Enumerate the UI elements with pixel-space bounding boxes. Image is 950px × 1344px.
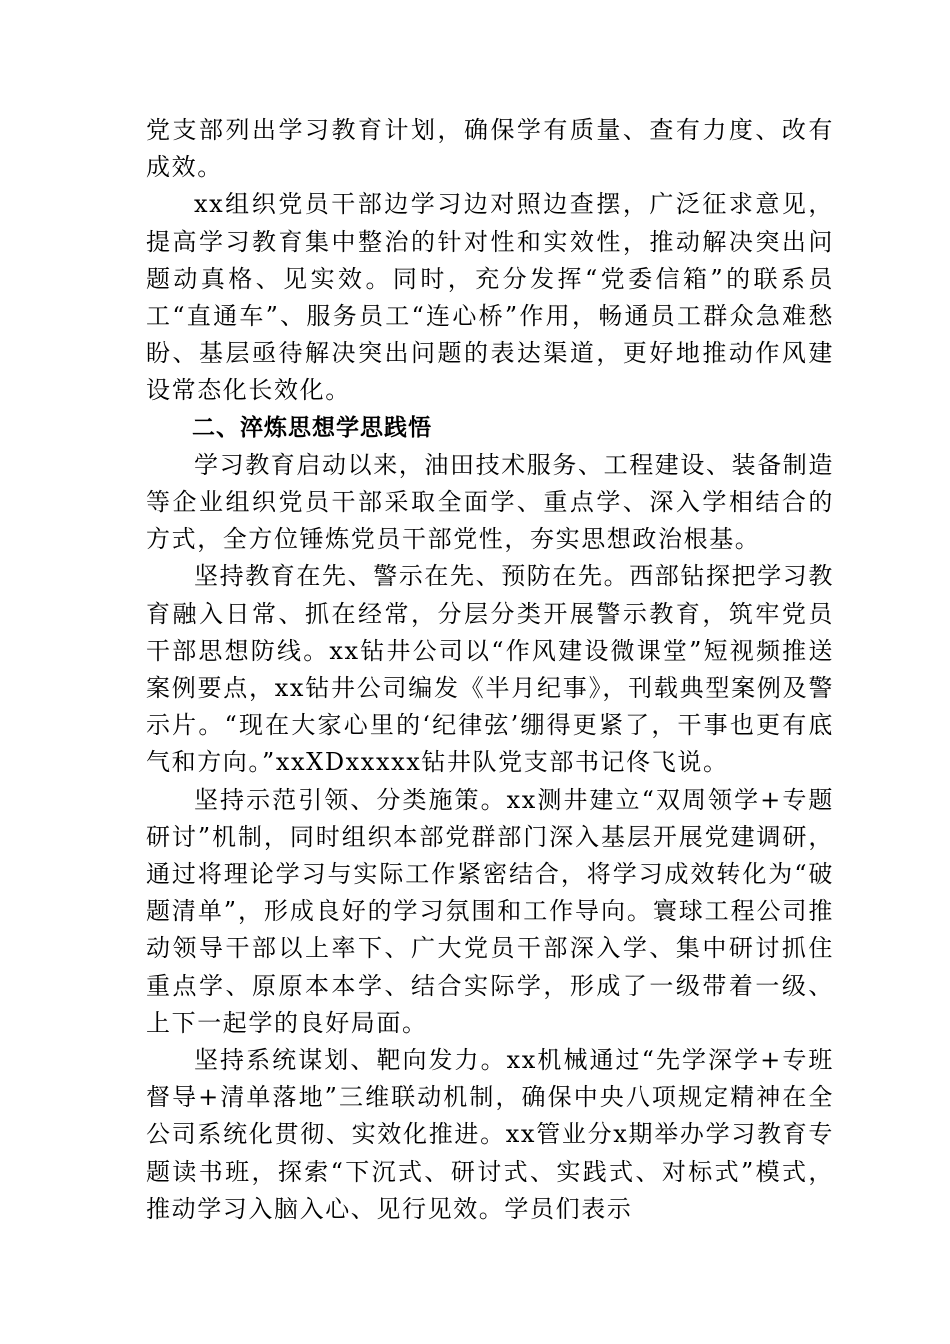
paragraph-education-first: 坚持教育在先、警示在先、预防在先。西部钻探把学习教育融入日常、抓在经常，分层分类开展警示教育，筑牢党员干部思想防线。xx钻井公司以“作风建设微课堂”短视频推送案例要点，xx钻井公司编发《半月纪事》，刊载典型案例及警示片。“现在大家心里的‘纪律弦’绷得更紧了，干事也更有底气和方向。”xxXDxxxxx钻井队党支部书记佟飞说。 [146, 562, 834, 777]
paragraph-systematic-planning: 坚持系统谋划、靶向发力。xx机械通过“先学深学+专班督导+清单落地”三维联动机制，确保中央八项规定精神在全公司系统化贯彻、实效化推进。xx管业分x期举办学习教育专题读书班，探索“下沉式、研讨式、实践式、对标式”模式，推动学习入脑入心、见行见效。学员们表示 [146, 1046, 834, 1223]
document-body [146, 112, 834, 1228]
paragraph-continuation: 党支部列出学习教育计划，确保学有质量、查有力度、改有成效。 [146, 116, 834, 182]
paragraph-study-intro: 学习教育启动以来，油田技术服务、工程建设、装备制造等企业组织党员干部采取全面学、重点学、深入学相结合的方式，全方位锤炼党员干部党性，夯实思想政治根基。 [146, 450, 834, 554]
paragraph-demonstration-lead: 坚持示范引领、分类施策。xx测井建立“双周领学+专题研讨”机制，同时组织本部党群部门深入基层开展党建调研，通过将理论学习与实际工作紧密结合，将学习成效转化为“破题清单”，形成良好的学习氛围和工作导向。寰球工程公司推动领导干部以上率下、广大党员干部深入学、集中研讨抓住重点学、原原本本学、结合实际学，形成了一级带着一级、上下一起学的良好局面。 [146, 785, 834, 1037]
section-heading-two: 二、淬炼思想学思践悟 [192, 414, 432, 441]
paragraph-party-mailbox: xx组织党员干部边学习边对照边查摆，广泛征求意见，提高学习教育集中整治的针对性和实效性，推动解决突出问题动真格、见实效。同时，充分发挥“党委信箱”的联系员工“直通车”、服务员工“连心桥”作用，畅通员工群众急难愁盼、基层亟待解决突出问题的表达渠道，更好地推动作风建设常态化长效化。 [146, 190, 834, 405]
